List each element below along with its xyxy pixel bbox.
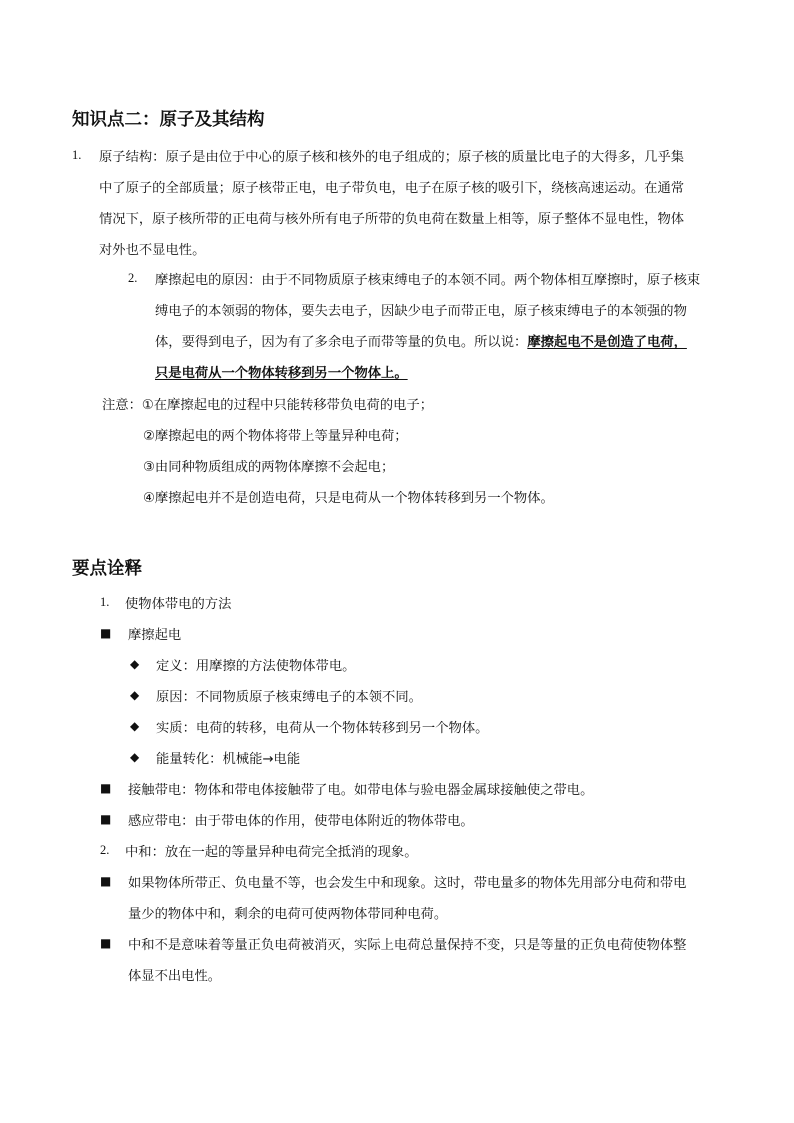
square-bullet-icon: ■ (100, 626, 112, 640)
note-item: ④摩擦起电并不是创造电荷，只是电荷从一个物体转移到另一个物体。 (143, 491, 554, 506)
diamond-bullet-icon: ◆ (130, 657, 140, 671)
note-item: ②摩擦起电的两个物体将带上等量异种电荷； (143, 429, 408, 444)
square-bullet-icon: ■ (100, 936, 112, 950)
paragraph-line: 缚电子的本领弱的物体，要失去电子，因缺少电子而带正电，原子核束缚电子的本领强的物 (155, 304, 687, 319)
square-bullet-icon: ■ (100, 781, 112, 795)
note-line (102, 394, 433, 413)
note-item: ①在摩擦起电的过程中只能转移带负电荷的电子； (141, 398, 434, 413)
list-item: 体显不出电性。 (128, 969, 222, 984)
list-number: 2. (100, 843, 110, 857)
paragraph-text: 体，要得到电子，因为有了多余电子而带等量的负电。所以说： (155, 335, 528, 350)
section-heading: 知识点二：原子及其结构 (72, 110, 265, 130)
list-item: 实质：电荷的转移，电荷从一个物体转移到另一个物体。 (156, 721, 489, 736)
list-item: 能量转化：机械能→电能 (156, 752, 301, 767)
paragraph-line: 对外也不显电性。 (99, 243, 206, 258)
list-number: 1. (72, 148, 82, 162)
note-item: ③由同种物质组成的两物体摩擦不会起电； (143, 460, 395, 475)
paragraph-line: 原子结构：原子是由位于中心的原子核和核外的电子组成的；原子核的质量比电子的大得多，几乎集 (99, 150, 685, 165)
square-bullet-icon: ■ (100, 874, 112, 888)
square-bullet-icon: ■ (100, 812, 112, 826)
emphasis-text: 摩擦起电不是创造了电荷， (527, 335, 687, 350)
list-item: 接触带电：物体和带电体接触带了电。如带电体与验电器金属球接触使之带电。 (128, 783, 594, 798)
list-number: 2. (128, 271, 138, 285)
list-item: 原因：不同物质原子核束缚电子的本领不同。 (156, 690, 422, 705)
list-item: 如果物体所带正、负电量不等，也会发生中和现象。这时，带电量多的物体先用部分电荷和带电 (128, 876, 687, 891)
paragraph-line (155, 331, 687, 350)
paragraph-line: 摩擦起电的原因：由于不同物质原子核束缚电子的本领不同。两个物体相互摩擦时，原子核束 (155, 273, 701, 288)
emphasis-text: 只是电荷从一个物体转移到另一个物体上。 (155, 366, 408, 381)
diamond-bullet-icon: ◆ (130, 688, 140, 702)
list-number: 1. (100, 595, 110, 609)
diamond-bullet-icon: ◆ (130, 750, 140, 764)
section-heading: 要点诠释 (72, 559, 142, 579)
note-label: 注意： (102, 398, 142, 413)
diamond-bullet-icon: ◆ (130, 719, 140, 733)
list-item: 中和不是意味着等量正负电荷被消灭，实际上电荷总量保持不变，只是等量的正负电荷使物体整 (128, 938, 687, 953)
paragraph-line: 情况下，原子核所带的正电荷与核外所有电子所带的负电荷在数量上相等，原子整体不显电性，物体 (99, 212, 685, 227)
paragraph-line: 使物体带电的方法 (125, 597, 232, 612)
paragraph-line: 中了原子的全部质量；原子核带正电，电子带负电，电子在原子核的吸引下，绕核高速运动。在通常 (99, 181, 685, 196)
list-item: 量少的物体中和，剩余的电荷可使两物体带同种电荷。 (128, 907, 448, 922)
list-item: 感应带电：由于带电体的作用，使带电体附近的物体带电。 (128, 814, 474, 829)
list-item: 摩擦起电 (128, 628, 182, 643)
list-item: 定义：用摩擦的方法使物体带电。 (156, 659, 356, 674)
paragraph-line: 中和：放在一起的等量异种电荷完全抵消的现象。 (125, 845, 418, 860)
